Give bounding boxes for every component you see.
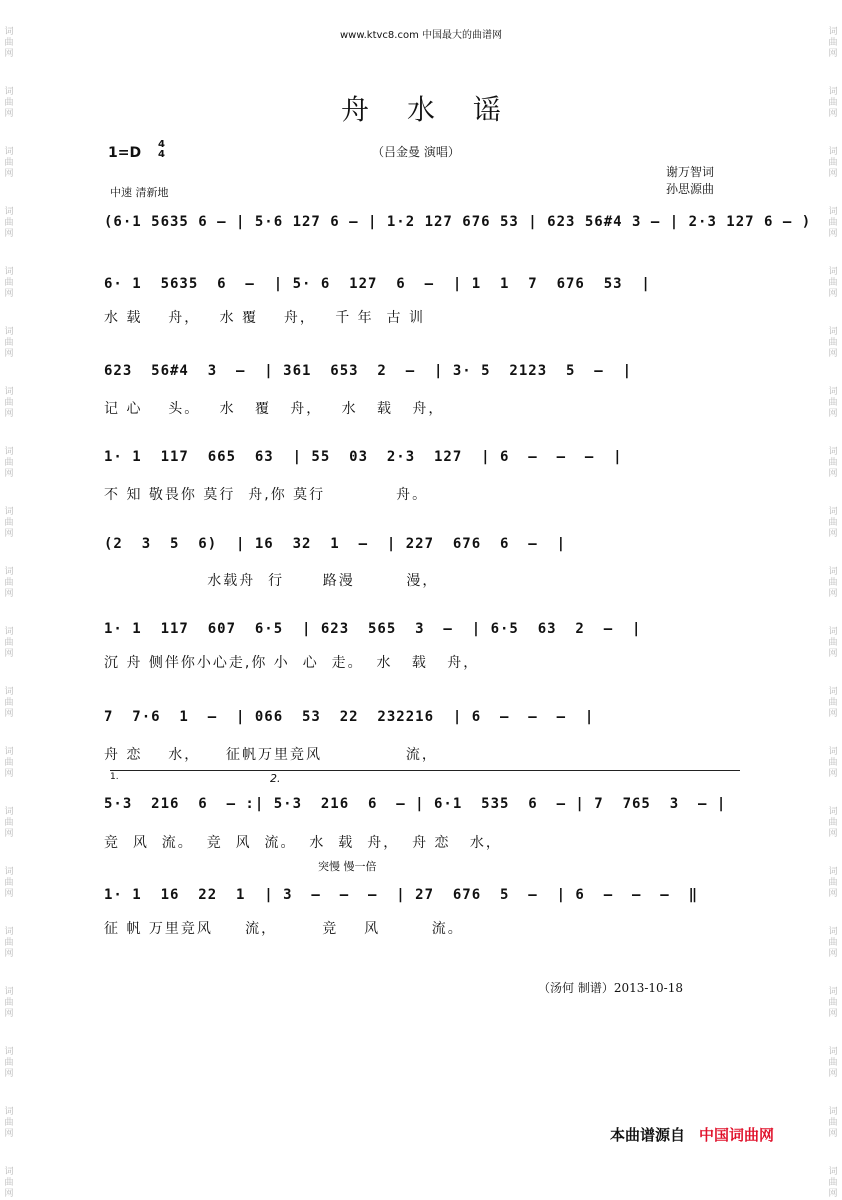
watermark-char: 词 xyxy=(828,1167,838,1177)
watermark-char: 网 xyxy=(828,289,838,299)
watermark-char: 网 xyxy=(828,409,838,419)
watermark-char: 曲 xyxy=(828,218,838,228)
watermark-char: 曲 xyxy=(4,278,14,288)
lyricist: 谢万智词 xyxy=(666,165,715,179)
watermark-char: 网 xyxy=(828,589,838,599)
transcriber-credit: （汤何 制谱）2013-10-18 xyxy=(538,981,684,995)
site-header[interactable]: www.ktvc8.com 中国最大的曲谱网 xyxy=(339,30,502,41)
watermark-char: 曲 xyxy=(828,878,838,888)
watermark-char: 词 xyxy=(828,207,838,217)
watermark-char: 网 xyxy=(4,169,14,179)
watermark-char: 网 xyxy=(4,1129,14,1139)
lyrics-line: 征 帆 万里竞风 流， 竞 风 流。 xyxy=(104,921,464,937)
watermark-char: 曲 xyxy=(828,458,838,468)
watermark-char: 曲 xyxy=(828,1118,838,1128)
watermark-char: 曲 xyxy=(828,638,838,648)
watermark-char: 网 xyxy=(828,229,838,239)
watermark-char: 曲 xyxy=(828,578,838,588)
notation-line: 1· 1 117 665 63 | 55 03 2·3 127 | 6 – – – | xyxy=(104,449,623,465)
lyrics-line: 记 心 头。 水 覆 舟， 水 载 舟， xyxy=(104,401,445,417)
watermark-char: 网 xyxy=(828,889,838,899)
watermark-char: 曲 xyxy=(4,458,14,468)
lyrics-line: 水 载 舟， 水 覆 舟， 千 年 古 训 xyxy=(104,310,426,326)
watermark-char: 曲 xyxy=(828,938,838,948)
volta-1: 1. xyxy=(110,770,740,782)
watermark-char: 网 xyxy=(828,169,838,179)
notation-line: (6·1 5635 6 – | 5·6 127 6 – | 1·2 127 676 53 | 623 56#4 3 – | 2·3 127 6 – ) xyxy=(104,214,812,230)
watermark-char: 网 xyxy=(828,469,838,479)
watermark-char: 曲 xyxy=(828,998,838,1008)
song-title: 舟水谣 xyxy=(340,93,539,126)
watermark-char: 网 xyxy=(828,829,838,839)
watermark-char: 词 xyxy=(4,327,14,337)
watermark-char: 网 xyxy=(828,1009,838,1019)
watermark-char: 曲 xyxy=(4,578,14,588)
lyrics-line: 水载舟 行 路漫 漫， xyxy=(104,573,439,589)
tempo-change: 突慢 慢一倍 xyxy=(318,860,377,873)
meter-bottom: 4 xyxy=(158,149,165,160)
watermark-char: 曲 xyxy=(4,878,14,888)
watermark-char: 曲 xyxy=(4,698,14,708)
lyrics-line: 舟 恋 水， 征帆万里竞风 流， xyxy=(104,747,438,763)
watermark-char: 网 xyxy=(4,529,14,539)
watermark-char: 曲 xyxy=(828,398,838,408)
watermark-char: 曲 xyxy=(828,1178,838,1188)
watermark-char: 曲 xyxy=(4,518,14,528)
watermark-char: 词 xyxy=(4,207,14,217)
watermark-char: 曲 xyxy=(4,1118,14,1128)
watermark-char: 网 xyxy=(4,649,14,659)
watermark-char: 曲 xyxy=(4,938,14,948)
watermark-char: 词 xyxy=(828,627,838,637)
watermark-char: 网 xyxy=(4,829,14,839)
watermark-char: 曲 xyxy=(828,98,838,108)
footer-prefix: 本曲谱源自 xyxy=(610,1126,686,1144)
watermark-char: 曲 xyxy=(4,398,14,408)
watermark-char: 网 xyxy=(828,529,838,539)
watermark-char: 词 xyxy=(4,927,14,937)
watermark-char: 曲 xyxy=(4,1178,14,1188)
watermark-char: 词 xyxy=(4,507,14,517)
watermark-group xyxy=(2,1167,16,1200)
watermark-char: 网 xyxy=(828,1069,838,1079)
watermark-char: 网 xyxy=(828,349,838,359)
watermark-char: 词 xyxy=(4,1107,14,1117)
composer: 孙思源曲 xyxy=(666,182,715,196)
watermark-char: 网 xyxy=(4,1189,14,1199)
watermark-char: 曲 xyxy=(828,38,838,48)
watermark-char: 词 xyxy=(4,267,14,277)
watermark-char: 词 xyxy=(828,27,838,37)
lyrics-line: 竞 风 流。 竞 风 流。 水 载 舟， 舟 恋 水， xyxy=(104,835,502,851)
footer-brand[interactable]: 中国词曲网 xyxy=(699,1126,775,1144)
tempo-marking: 中速 清新地 xyxy=(110,186,169,199)
watermark-char: 网 xyxy=(4,889,14,899)
watermark-char: 曲 xyxy=(4,158,14,168)
meter-top: 4 xyxy=(158,139,165,150)
watermark-char: 词 xyxy=(4,807,14,817)
watermark-char: 曲 xyxy=(4,38,14,48)
watermark-char: 网 xyxy=(4,1069,14,1079)
watermark-char: 曲 xyxy=(4,1058,14,1068)
watermark-char: 词 xyxy=(4,867,14,877)
watermark-char: 曲 xyxy=(4,638,14,648)
watermark-char: 网 xyxy=(828,649,838,659)
watermark-char: 曲 xyxy=(4,998,14,1008)
watermark-char: 曲 xyxy=(4,338,14,348)
watermark-char: 词 xyxy=(828,447,838,457)
watermark-char: 网 xyxy=(828,109,838,119)
notation-line: 6· 1 5635 6 – | 5· 6 127 6 – | 1 1 7 676 53 | xyxy=(104,276,651,292)
watermark-char: 网 xyxy=(4,289,14,299)
key-signature: 1=D xyxy=(108,145,142,161)
watermark-char: 词 xyxy=(828,807,838,817)
watermark-char: 网 xyxy=(4,349,14,359)
watermark-char: 曲 xyxy=(828,758,838,768)
watermark-char: 网 xyxy=(828,1189,838,1199)
watermark-char: 词 xyxy=(4,1047,14,1057)
watermark-group xyxy=(826,1167,840,1200)
watermark-char: 词 xyxy=(828,687,838,697)
watermark-char: 词 xyxy=(828,387,838,397)
watermark-char: 曲 xyxy=(828,278,838,288)
watermark-char: 词 xyxy=(828,147,838,157)
watermark-char: 曲 xyxy=(828,1058,838,1068)
notation-line: (2 3 5 6) | 16 32 1 – | 227 676 6 – | xyxy=(104,536,567,552)
lyrics-line: 不 知 敬畏你 莫行 舟,你 莫行 舟。 xyxy=(104,487,429,503)
watermark-char: 词 xyxy=(4,627,14,637)
watermark-char: 网 xyxy=(4,229,14,239)
watermark-char: 词 xyxy=(4,147,14,157)
notation-line: 1· 1 16 22 1 | 3 – – – | 27 676 5 – | 6 – – – ‖ xyxy=(104,887,699,903)
singer: （吕金曼 演唱） xyxy=(372,145,460,159)
watermark-char: 曲 xyxy=(828,338,838,348)
watermark-char: 词 xyxy=(828,507,838,517)
volta-2: 2. xyxy=(270,772,281,785)
watermark-char: 词 xyxy=(4,987,14,997)
watermark-char: 曲 xyxy=(4,218,14,228)
watermark-char: 词 xyxy=(828,927,838,937)
watermark-char: 词 xyxy=(4,387,14,397)
watermark-char: 网 xyxy=(828,49,838,59)
watermark-char: 曲 xyxy=(828,158,838,168)
watermark-char: 网 xyxy=(4,469,14,479)
watermark-char: 词 xyxy=(4,747,14,757)
watermark-char: 网 xyxy=(828,769,838,779)
watermark-char: 词 xyxy=(4,687,14,697)
watermark-char: 词 xyxy=(828,567,838,577)
watermark-char: 曲 xyxy=(828,518,838,528)
watermark-char: 曲 xyxy=(828,698,838,708)
watermark-char: 网 xyxy=(828,709,838,719)
watermark-char: 网 xyxy=(4,409,14,419)
watermark-char: 网 xyxy=(828,949,838,959)
watermark-char: 词 xyxy=(4,1167,14,1177)
watermark-char: 网 xyxy=(828,1129,838,1139)
watermark-char: 曲 xyxy=(4,98,14,108)
watermark-char: 词 xyxy=(828,867,838,877)
watermark-char: 词 xyxy=(4,567,14,577)
watermark-char: 网 xyxy=(4,109,14,119)
watermark-char: 词 xyxy=(828,1047,838,1057)
watermark-char: 词 xyxy=(828,267,838,277)
notation-line: 7 7·6 1 – | 066 53 22 232216 | 6 – – – | xyxy=(104,709,595,725)
watermark-char: 词 xyxy=(828,327,838,337)
watermark-char: 词 xyxy=(828,87,838,97)
watermark-char: 曲 xyxy=(828,818,838,828)
watermark-char: 网 xyxy=(4,949,14,959)
notation-line: 1· 1 117 607 6·5 | 623 565 3 – | 6·5 63 2 – | xyxy=(104,621,642,637)
watermark-char: 网 xyxy=(4,49,14,59)
watermark-char: 网 xyxy=(4,589,14,599)
lyrics-line: 沉 舟 侧伴你小心走,你 小 心 走。 水 载 舟， xyxy=(104,655,480,671)
watermark-char: 词 xyxy=(4,87,14,97)
watermark-char: 词 xyxy=(4,447,14,457)
watermark-char: 词 xyxy=(828,987,838,997)
watermark-char: 曲 xyxy=(4,818,14,828)
watermark-char: 网 xyxy=(4,769,14,779)
watermark-char: 词 xyxy=(4,27,14,37)
source-footer[interactable] xyxy=(610,1124,774,1145)
watermark-char: 网 xyxy=(4,1009,14,1019)
watermark-char: 网 xyxy=(4,709,14,719)
watermark-char: 词 xyxy=(828,1107,838,1117)
notation-line: 5·3 216 6 – :| 5·3 216 6 – | 6·1 535 6 – | 7 765 3 – | xyxy=(104,796,727,812)
watermark-char: 曲 xyxy=(4,758,14,768)
notation-line: 623 56#4 3 – | 361 653 2 – | 3· 5 2123 5 – | xyxy=(104,363,633,379)
watermark-char: 词 xyxy=(828,747,838,757)
